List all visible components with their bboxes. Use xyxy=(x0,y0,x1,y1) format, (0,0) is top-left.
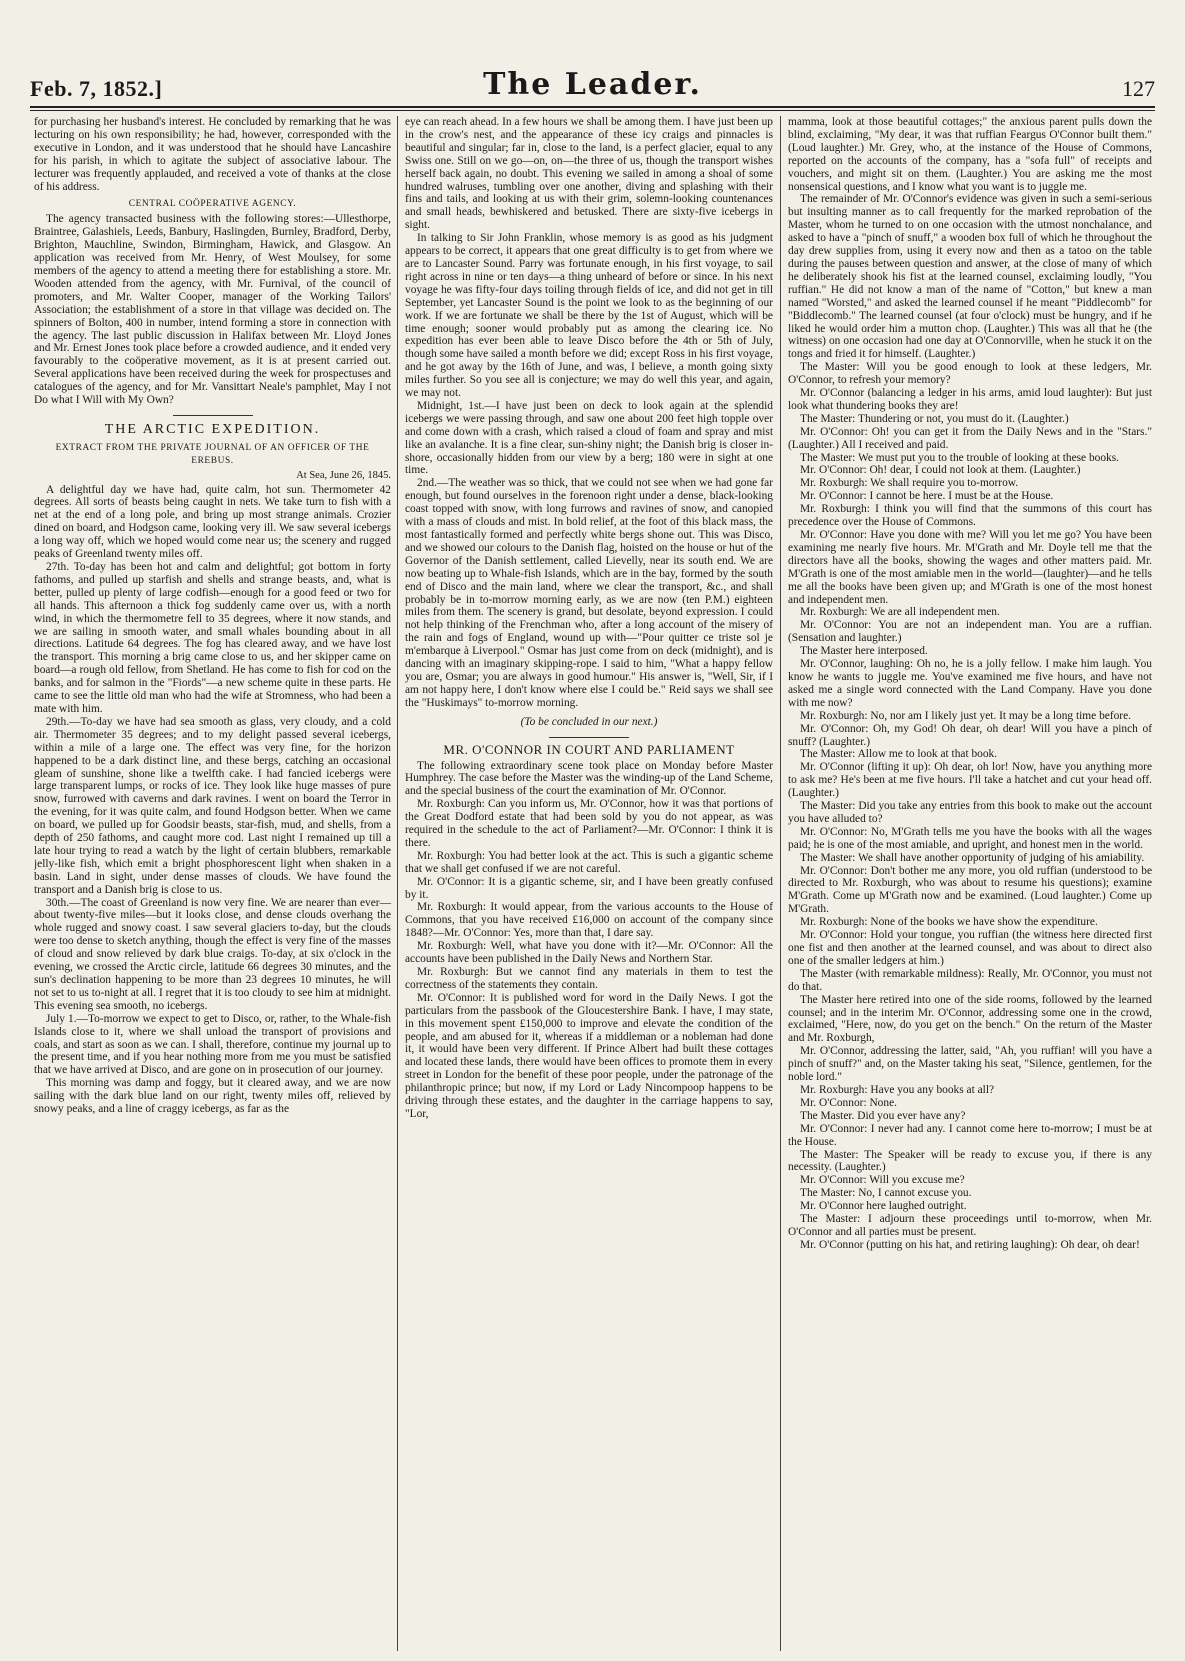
paragraph: eye can reach ahead. In a few hours we shall be among them. I have just been up in the crow's nest, and the appearance of these icy craigs and pinnacles is beautiful and singular; far in, close to the land, is a perfect glacier, equal to any Swiss one. Still on we go—on, on—the three of us, though the transport wishes herself back again, no doubt. This evening we sailed in among a shoal of some hundred walruses, tumbling over one another, diving and splashing with their fins and tails, and looking at us with their grim, solemn-looking countenances and small heads, bewhiskered and betusked. There are sixty-five icebergs in sight. xyxy=(405,116,773,232)
paragraph: Mr. Roxburgh: None of the books we have show the expenditure. xyxy=(800,916,1098,929)
paragraph: 30th.—The coast of Greenland is now very fine. We are nearer than ever—about twenty-five miles—but it looks close, and dense clouds overhang the whole rugged and snowy coast. I saw several glaciers to-day, but the clouds were too dense to sketch anything, though the effect is very fine of the masses of cloud and snow relieved by dark blue craigs. To-day, at six o'clock in the evening, we crossed the Arctic circle, latitude 66 degrees 30 minutes, and the sun's declination happening to be more than 23 degrees 10 minutes, he will not set to us to-night at all. I regret that it is too cloudy to see him at midnight. This evening sea smooth, no icebergs. xyxy=(34,896,391,1012)
paragraph: Mr. Roxburgh: It would appear, from the various accounts to the House of Commons, that you have received £16,000 on account of the company since 1848?—Mr. O'Connor: Yes, more than that, I dare say. xyxy=(405,901,773,940)
dateline: At Sea, June 26, 1845. xyxy=(296,469,391,481)
paragraph: Mr. Roxburgh: But we cannot find any materials in them to test the correctness of the statements they contain. xyxy=(405,966,773,991)
section-subheading: CENTRAL COÖPERATIVE AGENCY. xyxy=(128,199,297,210)
paragraph: 27th. To-day has been hot and calm and delightful; got bottom in forty fathoms, and pulled up starfish and shells and strange beasts, and, what is better, pulled up plenty of large codfish—enough for a good feed or two for all hands. This afternoon a thick fog suddenly came over us, with a north wind, in which the thermometre fell to 35 degrees, where it now stands, and we are sailing in smooth water, and small whales bounding about in all directions. Latitude 64 degrees. The fog has cleared away, and we have lost the transport. This morning a brig came close to us, and her skipper came on board—a rough old fellow, from Shetland. He has come to fish for cod on the banks, and for salmon in the "Fiords"—a new scheme quite in these parts. He came to see the little old man who had the wife at Stromness, who had been a mate with him. xyxy=(34,561,391,715)
paragraph: Mr. O'Connor: Oh! dear, I could not look at them. (Laughter.) xyxy=(800,464,1081,477)
page-number: 127 xyxy=(1122,76,1155,101)
article-heading: MR. O'CONNOR IN COURT AND PARLIAMENT xyxy=(443,741,735,757)
article-heading: THE ARCTIC EXPEDITION. xyxy=(104,421,321,437)
paragraph: Mr. O'Connor: No, M'Grath tells me you have the books with all the wages paid; he is one of the most amiable, and upright, and honest men in the world. xyxy=(788,825,1152,851)
paragraph: Mr. O'Connor (putting on his hat, and retiring laughing): Oh dear, oh dear! xyxy=(800,1238,1140,1251)
paragraph: Mr. O'Connor: Don't bother me any more, you old ruffian (understood to be directed to Mr. Roxburgh, who was about to resume his questions); examine M'Grath. Come up M'Grath now and be examined. (Loud laughter.) Come up M'Grath. xyxy=(788,864,1152,916)
paragraph: 2nd.—The weather was so thick, that we could not see when we had gone far enough, but found ourselves in the forenoon right under a dense, black-looking coast topped with snow, with long furrows and ravines of snow, and canopied with a mass of clouds and mist. In bold relief, at the foot of this black mass, the most fantastically formed and perfectly white bergs shone out. This was Disco, and we showed our colours to the Danish flag, hoisted on the house or hut of the Governor of the Danish settlement, called Lievelly, near its south end. We are now beating up to Whale-fish Islands, which are in the bay, formed by the south end of Disco and the main land, where we clear the transport, &c., and shall probably be in to-morrow morning early, as we are now (ten P.M.) eighteen miles from them. The scenery is grand, but desolate, beyond expression. I could not help thinking of the Frenchman who, after a long account of the misery of the rain and fogs of England, wound up with—"Pour quitter ce triste sol je m'embarque à Liverpool." Osmar has just come from on deck (midnight), and is dancing with an imaginary skipping-rope. I said to him, "What a happy fellow you are, Osmar; you are always in good humour." His answer is, "Well, Sir, if I am not happy here, I don't know where else I could be." Reid says we shall see the "Huskimays" to-morrow morning. xyxy=(405,477,773,709)
paragraph: Mr. O'Connor (balancing a ledger in his arms, amid loud laughter): But just look what thundering books they are! xyxy=(788,387,1152,412)
paragraph: 29th.—To-day we have had sea smooth as glass, very cloudy, and a cold air. Thermometer 35 degrees; and to my delight passed several icebergs, within a mile of a large one. The effect was very fine, for the horizon happened to be a dark distinct line, and these bergs, catching an occasional gleam of sunshine, shone like a twelfth cake. I had fancied icebergs were large transparent lumps, or rocks of ice. They look like huge masses of pure snow, furrowed with caverns and dark ravines. I went on board the Terror in the evening, for it was quite calm, and found Hodgson better. When we came on board, we pulled up for Goodsir beasts, star-fish, mud, and shells, from a depth of 250 fathoms, and caught more cod. Last night I remained up till a late hour trying to read a watch by the light of certain blubbers, remarkable jelly-like fish, which emit a bright phosphorescent light when shaken in a basin. Land in sight, under dense masses of clouds. We have found the transport and a Danish brig is close to us. xyxy=(34,715,391,896)
masthead xyxy=(30,62,1155,102)
paragraph: The Master: Thundering or not, you must do it. (Laughter.) xyxy=(800,412,1069,425)
paragraph: July 1.—To-morrow we expect to get to Disco, or, rather, to the Whale-fish Islands close to it, where we shall unload the transport of provisions and coals, and start as soon as we can. I shall, therefore, continue my journal up to the present time, and if you hear nothing more from me you must be satisfied that we have arrived at Disco, and are gone on in prosecution of our journey. xyxy=(34,1012,391,1077)
paragraph: Mr. O'Connor: Oh! you can get it from the Daily News and in the "Stars." (Laughter.) All I received and paid. xyxy=(788,425,1152,451)
paragraph: Mr. Roxburgh: Can you inform us, Mr. O'Connor, how it was that portions of the Great Dodford estate that had been sold by you do not appear, as was required in the schedule to the act of Parliament?—Mr. O'Connor: I think it is there. xyxy=(405,798,773,849)
paragraph: Midnight, 1st.—I have just been on deck to look again at the splendid icebergs we were passing through, and saw one about 200 feet high topple over and come down with a crash, which raised a cloud of foam and spray and mist like an avalanche. It is a fine clear, sun-shiny night; the Danish brig is closer in-shore, occasionally hidden from our view by a berg; 180 were in sight at one time. xyxy=(405,399,773,477)
paragraph: Mr. Roxburgh: Have you any books at all? xyxy=(800,1083,995,1096)
paragraph: The agency transacted business with the following stores:—Ullesthorpe, Braintree, Galashiels, Leeds, Banbury, Haslingden, Burnley, Bradford, Derby, Brighton, Mauchline, Swindon, Birmingham, Hawick, and Glasgow. An application was received from Mr. Henry, of West Moulsey, for some members of the agency to attend a meeting there for establishing a store. Mr. Wooden attended from the agency, with Mr. Furnival, of the council of promoters, and Mr. Walter Cooper, manager of the Working Tailors' Association; the establishment of a store in that village was decided on. The spinners of Bolton, 400 in number, intend forming a store in connection with the agency. The last public discussion in Halifax between Mr. Lloyd Jones and Mr. Ernest Jones took place before a crowded audience, and it ended very favourably to the coöperative movement, as it is at present carried out. Several applications have been received during the week for prospectuses and catalogues of the agency, and for Mr. Vansittart Neale's pamphlet, May I not Do what I Will with My Own? xyxy=(34,213,391,407)
paragraph: Mr. O'Connor: I never had any. I cannot come here to-morrow; I must be at the House. xyxy=(788,1122,1152,1148)
paragraph: Mr. O'Connor: Hold your tongue, you ruffian (the witness here directed first one fist and then another at the learned counsel, and was about to direct also one of the smaller ledgers at him.) xyxy=(788,929,1152,967)
paragraph: In talking to Sir John Franklin, whose memory is as good as his judgment appears to be correct, it appears that one great difficulty is to get from where we are to Lancaster Sound. Parry was fortunate enough, in his first voyage, to sail right across in nine or ten days—a thing unheard of before or since. In his next voyage he was fifty-four days toiling through fields of ice, and did not get in till September, yet Lancaster Sound is the point we look to as the beginning of our work. If we are fortunate we shall be there by the 1st of August, which will be time enough; sooner would probably put as among the clearing ice. No expedition has ever been able to leave Disco before the 4th or 5th of July, though some have sailed a month before we did; except Ross in his first voyage, and he got away by the 16th of June, and was, I believe, a month going sixty miles further. So you see all is conjecture; we may do well this year, and again, we may not. xyxy=(405,232,773,400)
newspaper-title: The Leader. xyxy=(483,67,702,102)
article-subheading: EXTRACT FROM THE PRIVATE JOURNAL OF AN OFFICER OF THE EREBUS. xyxy=(55,442,370,466)
paragraph: The Master: Did you take any entries from this book to make out the account you have alluded to? xyxy=(788,800,1152,825)
paragraph: This morning was damp and foggy, but it cleared away, and we are now sailing with the dark blue land on our right, twenty miles off, relieved by snowy peaks, and a line of craggy icebergs, as far as the xyxy=(34,1077,391,1116)
paragraph: Mr. Roxburgh: Well, what have you done with it?—Mr. O'Connor: All the accounts have been published in the Daily News and Northern Star. xyxy=(405,940,773,966)
paragraph: Mr. O'Connor: It is a gigantic scheme, sir, and I have been greatly confused by it. xyxy=(405,875,773,901)
paragraph: The Master here retired into one of the side rooms, followed by the learned counsel; and in the interim Mr. O'Connor, addressing some one in the crowd, exclaimed, "Here, now, do you get on the bench." On the return of the Master and Mr. Roxburgh, xyxy=(788,993,1152,1045)
paragraph: Mr. O'Connor, addressing the latter, said, "Ah, you ruffian! will you have a pinch of snuff?" and, on the Master taking his seat, "Silence, gentlemen, for the noble lord." xyxy=(788,1045,1152,1084)
paragraph: The remainder of Mr. O'Connor's evidence was given in such a semi-serious but insulting manner as to call frequently for the marked reprobation of the Master, whom he turned to on one occasion with the utmost nonchalance, and asked to have a "pinch of snuff," a wooden box full of which he throughout the day drew supplies from, using it every now and then as a tatoo on the table during the pauses between question and answer, at the close of many of which he deliberately shook his fist at the learned counsel, exclaiming loudly, "You ruffian." He did not know a man of the name of "Cotton," but knew a man named "Worsted," and asked the learned counsel if he meant "Piddlecomb" for "Biddlecomb." The learned counsel (at four o'clock) must be hungry, and if he liked he would order him a mutton chop. (Laughter.) This was all that he (the witness) on one occasion had one day at O'Connorville, when he stuck it on the tongs and fried it for himself. (Laughter.) xyxy=(788,193,1152,361)
section-divider xyxy=(549,737,629,738)
paragraph: Mr. O'Connor: I cannot be here. I must be at the House. xyxy=(800,490,1054,503)
paragraph: for purchasing her husband's interest. He concluded by remarking that he was lecturing on his own responsibility; he had, however, corresponded with the executive in London, and it was understood that he should have Lancashire for his parish, in which to agitate the subject of associative labour. The lecturer was frequently applauded, and received a vote of thanks at the close of his address. xyxy=(34,116,391,193)
paragraph: Mr. O'Connor: You are not an independent man. You are a ruffian. (Sensation and laughter.) xyxy=(788,619,1152,645)
paragraph: Mr. O'Connor: It is published word for word in the Daily News. I got the particulars from the passbook of the Gloucestershire Bank. I have, I may state, in this movement spent £150,000 to improve and elevate the condition of the people, and am abused for it, whereas if a middleman or a nobleman had done it, it would have been very different. If Prince Albert had built these cottages and located these lands, there would have been offices to promote them in every street in London for the benefit of these poor people, under the patronage of the philanthropic prince; but now, if my Lord or Lady Nincompoop happens to be driving through these estates, and the daughter in the carriage happens to say, "Lor, xyxy=(405,991,773,1120)
paragraph: The Master: We shall have another opportunity of judging of his amiability. xyxy=(800,851,1145,864)
paragraph: The Master here interposed. xyxy=(800,645,928,658)
paragraph: Mr. Roxburgh: We are all independent men. xyxy=(800,606,1000,619)
paragraph: The Master: No, I cannot excuse you. xyxy=(800,1187,972,1200)
column-3 xyxy=(781,116,1152,1651)
section-divider xyxy=(173,415,253,416)
paragraph: Mr. O'Connor: Oh, my God! Oh dear, oh dear! Will you have a pinch of snuff? (Laughter.) xyxy=(788,722,1152,748)
header-rule xyxy=(30,106,1155,108)
paragraph: Mr. Roxburgh: I think you will find that the summons of this court has precedence over the House of Commons. xyxy=(788,503,1152,529)
paragraph: Mr. Roxburgh: You had better look at the act. This is such a gigantic scheme that we shall get confused if we are not careful. xyxy=(405,849,773,875)
paragraph: The Master: Allow me to look at that book. xyxy=(800,748,998,761)
paragraph: Mr. O'Connor: None. xyxy=(800,1096,897,1109)
paragraph: The Master: Will you be good enough to look at these ledgers, Mr. O'Connor, to refresh your memory? xyxy=(788,361,1152,387)
paragraph: Mr. O'Connor: Have you done with me? Will you let me go? You have been examining me nearly five hours. Mr. M'Grath and Mr. Doyle tell me that the directors have all the books, showing the wages and other matters paid. Mr. M'Grath is one of the most amiable men in the world—(laughter)—and he tells me all the books have been given up; and M'Grath is one of the most honest and independent men. xyxy=(788,529,1152,606)
paragraph: The following extraordinary scene took place on Monday before Master Humphrey. The case before the Master was the winding-up of the Land Scheme, and the special business of the court the examination of Mr. O'Connor. xyxy=(405,759,773,798)
paragraph: Mr. O'Connor: Will you excuse me? xyxy=(800,1174,965,1187)
paragraph: Mr. O'Connor here laughed outright. xyxy=(800,1200,967,1213)
paragraph: Mr. O'Connor, laughing: Oh no, he is a jolly fellow. I make him laugh. You know he wants to juggle me. You've examined me five hours, and have not asked me a single word connected with the Land Company. Have you done with me now? xyxy=(788,658,1152,709)
paragraph: The Master. Did you ever have any? xyxy=(800,1109,966,1122)
paragraph: The Master: The Speaker will be ready to excuse you, if there is any necessity. (Laughter.) xyxy=(788,1148,1152,1174)
paragraph: The Master: I adjourn these proceedings until to-morrow, when Mr. O'Connor and all parties must be present. xyxy=(788,1213,1152,1238)
to-be-concluded: (To be concluded in our next.) xyxy=(520,715,658,728)
header-rule-thin xyxy=(30,110,1155,111)
paragraph: A delightful day we have had, quite calm, hot sun. Thermometer 42 degrees. All sorts of beasts being caught in nets. We take turn to fish with a net at the end of a long pole, and bring up most strange animals. Crozier dined on board, and Hodgson came, looking very ill. We saw several icebergs a long way off, which we hoped would come near us; the scenery and rugged peaks of Greenland twenty miles off. xyxy=(34,483,391,561)
paragraph: The Master: We must put you to the trouble of looking at these books. xyxy=(800,451,1120,464)
issue-date: Feb. 7, 1852.] xyxy=(30,76,163,101)
paragraph: The Master (with remarkable mildness): Really, Mr. O'Connor, you must not do that. xyxy=(788,967,1152,993)
columns xyxy=(34,116,1152,1651)
paragraph: mamma, look at those beautiful cottages;" the anxious parent pulls down the blind, exclaiming, "My dear, it was that ruffian Feargus O'Connor built them." (Loud laughter.) Mr. Grey, who, at the instance of the House of Commons, reported on the accounts of the company, has a "sofa full" of receipts and vouchers, and might sit on them. (Laughter.) You are asking me the most nonsensical questions, and I know what you want is to juggle me. xyxy=(788,116,1152,193)
paragraph: Mr. Roxburgh: No, nor am I likely just yet. It may be a long time before. xyxy=(800,709,1132,722)
column-1 xyxy=(34,116,397,1651)
paragraph: Mr. Roxburgh: We shall require you to-morrow. xyxy=(800,477,1019,490)
paragraph: Mr. O'Connor (lifting it up): Oh dear, oh lor! Now, have you anything more to ask me? He's been at me five hours. I'll take a hatchet and cut your head off. (Laughter.) xyxy=(788,761,1152,800)
column-2 xyxy=(397,116,781,1651)
